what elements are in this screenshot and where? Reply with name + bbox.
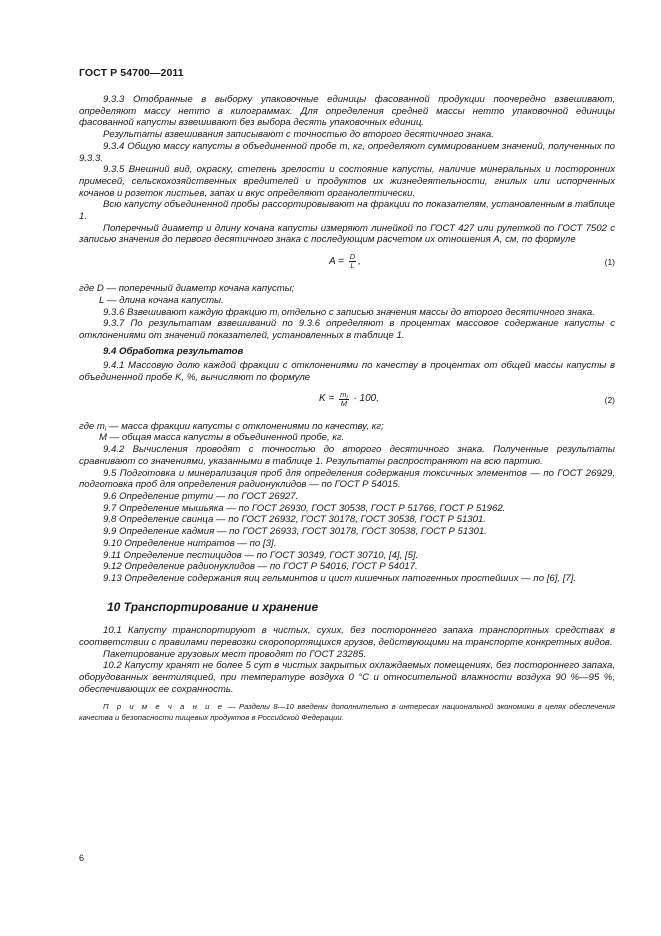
paragraph-9-3-6: [79, 307, 615, 319]
paragraph-9-3-7: 9.3.7 По результатам взвешиваний по 9.3.6 определяют в процентах массовое содержание капусты с отклонениями от значений показателей, установленных в таблице 1.: [79, 318, 615, 341]
formula-1-denominator: L: [350, 261, 355, 271]
formula-2-num-sub: i: [346, 394, 348, 401]
formula-2-lhs: K =: [319, 393, 335, 405]
heading-9-4: 9.4 Обработка результатов: [103, 345, 244, 357]
formula-1: [79, 249, 615, 279]
paragraph-10-1-packaging: Пакетирование грузовых мест проводят по ГОСТ 23285.: [103, 648, 367, 660]
where-2-m: [79, 421, 615, 433]
paragraph-9-3-3: 9.3.3 Отобранные в выборку упаковочные единицы фасованной продукции поочередно взвешивают, определяют массу нетто в килограммах. Для определения средней массы нетто упаковочной единицы фасованной капусты взвешивают без выбора десять упаковочных единиц.: [79, 94, 615, 129]
paragraph-10-2: 10.2 Капусту хранят не более 5 сут в чистых закрытых охлаждаемых помещениях, без постороннего запаха, оборудованных вентиляцией, при температуре воздуха 0 °С и относительной влажности воздуха 90 %—95 %, обеспечивающих ее сохранность.: [79, 660, 615, 695]
heading-section-10: 10 Транспортирование и хранение: [107, 599, 319, 614]
paragraph-9-9: 9.9 Определение кадмия — по ГОСТ 26933, ГОСТ 30178, ГОСТ 30538, ГОСТ Р 51301.: [103, 526, 487, 538]
paragraph-10-1: 10.1 Капусту транспортируют в чистых, сухих, без постороннего запаха транспортных средствах в соответствии с правилами перевозки скоропортящихся грузов, действующими на транспорте конкретных видов.: [79, 625, 615, 649]
formula-1-number: (1): [604, 257, 615, 268]
paragraph-9-3-6-b: отдельно с записью значения массы до второго десятичного знака.: [278, 306, 595, 318]
where-2-m-sub: i: [104, 426, 107, 433]
note: [79, 701, 615, 723]
paragraph-9-10: 9.10 Определение нитратов — по [3].: [103, 537, 277, 549]
where-1-l: L — длина кочана капусты.: [99, 294, 224, 306]
formula-1-lhs: A =: [329, 255, 344, 267]
paragraph-9-12: 9.12 Определение радионуклидов — по ГОСТ Р 54016, ГОСТ Р 54017.: [103, 561, 418, 573]
paragraph-9-4-1: 9.4.1 Массовую долю каждой фракции с отклонениями по качеству в процентах от общей массы капусты в объединенной пробе K, %, вычисляют по формуле: [79, 360, 615, 384]
formula-2-num-var: m: [340, 389, 347, 399]
formula-2-number: (2): [604, 394, 615, 405]
document-body: [79, 94, 615, 723]
paragraph-9-11: 9.11 Определение пестицидов — по ГОСТ 30349, ГОСТ 30710, [4], [5].: [103, 549, 419, 561]
paragraph-9-5: 9.5 Подготовка и минерализация проб для определения содержания токсичных элементов — по ГОСТ 26929, подготовка проб для определения радионуклидов — по ГОСТ Р 54015.: [79, 467, 615, 491]
paragraph-9-3-6-a: 9.3.6 Взвешивают каждую фракцию m: [103, 306, 278, 318]
paragraph-9-3-5: 9.3.5 Внешний вид, окраску, степень зрелости и состояние капусты, наличие минеральных и посторонних примесей, сельскохозяйственных вредителей и продуктов их жизнедеятельности, гнилых или испорченных кочанов и розеток листьев, запах и вкус определяют органолептически.: [79, 164, 615, 199]
paragraph-9-3-3-result: Результаты взвешивания записывают с точностью до второго десятичного знака.: [103, 129, 494, 141]
paragraph-9-7: 9.7 Определение мышьяка — по ГОСТ 26930, ГОСТ 30538, ГОСТ Р 51766, ГОСТ Р 51962.: [103, 502, 506, 514]
where-2-mm: M — общая масса капусты в объединенной пробе, кг.: [99, 432, 345, 444]
formula-2: [79, 387, 615, 417]
formula-2-tail: · 100,: [353, 393, 380, 405]
paragraph-9-6: 9.6 Определение ртути — по ГОСТ 26927.: [103, 490, 299, 502]
formula-2-fraction: [339, 391, 349, 408]
formula-1-tail: ,: [358, 255, 361, 267]
formula-1-numerator: D: [349, 252, 356, 262]
paragraph-9-3-6-sub: i: [277, 312, 279, 319]
note-text: — Разделы 8—10 введены дополнительно в интересах национальной экономики в целях обеспечения качества и безопасности пищевых продуктов в Российской Федерации.: [79, 701, 615, 722]
paragraph-9-8: 9.8 Определение свинца — по ГОСТ 26932, ГОСТ 30178, ГОСТ 30538, ГОСТ Р 51301.: [103, 514, 486, 526]
page-number: 6: [79, 853, 85, 863]
paragraph-9-13: 9.13 Определение содержания яиц гельминтов и цист кишечных патогенных простейших — по [6], [7].: [103, 572, 577, 584]
paragraph-9-3-5-sorting: Всю капусту объединенной пробы рассортировывают на фракции по показателям, установленным в таблице 1.: [79, 199, 615, 223]
paragraph-9-3-5-measure: Поперечный диаметр и длину кочана капусты измеряют линейкой по ГОСТ 427 или рулеткой по ГОСТ 7502 с записью значения до первого десятичного знака с последующим расчетом их отношения А, см, по формуле: [79, 222, 615, 246]
note-label: П р и м е ч а н и е: [103, 701, 225, 711]
formula-1-fraction: [349, 253, 356, 270]
paragraph-9-4-2: 9.4.2 Вычисления проводят с точностью до второго десятичного знака. Полученные результаты сравнивают со значениями, указанными в таблице 1. Результаты распространяют на всю партию.: [79, 444, 615, 467]
where-1-d: где D — поперечный диаметр кочана капусты;: [79, 283, 295, 295]
paragraph-9-3-4: 9.3.4 Общую массу капусты в объединенной пробе m, кг, определяют суммированием значений, полученных по 9.3.3.: [79, 140, 615, 164]
where-2-m-b: — масса фракции капусты с отклонениями по качеству, кг;: [106, 420, 384, 432]
where-2-m-a: где m: [79, 420, 105, 432]
standard-header: ГОСТ Р 54700—2011: [79, 67, 184, 79]
formula-2-denominator: M: [340, 398, 347, 408]
